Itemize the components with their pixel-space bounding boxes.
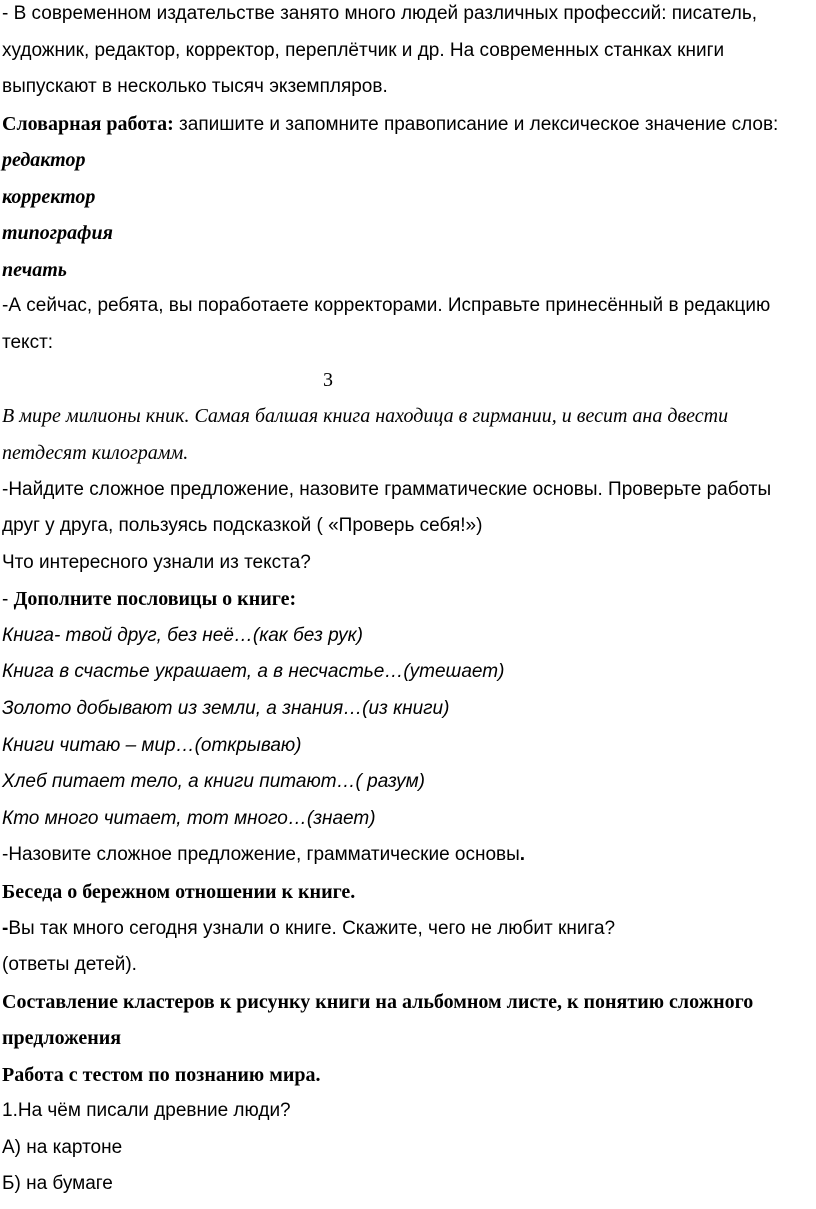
proverb-item: Кто много читает, тот много…(знает) xyxy=(2,808,376,829)
page-number: 3 xyxy=(323,369,333,391)
vocab-paragraph xyxy=(2,112,778,137)
proverbs-heading-text: Дополните пословицы о книге: xyxy=(13,588,297,610)
vocab-word: типография xyxy=(2,222,113,244)
task-line-2: друг у друга, пользуясь подсказкой ( «Проверь себя!») xyxy=(2,515,483,536)
proverbs-heading-dash: - xyxy=(2,589,14,610)
proverbs-follow-up-dot: . xyxy=(519,844,526,865)
vocab-heading: Словарная работа: xyxy=(2,113,174,135)
test-heading: Работа с тестом по познанию мира. xyxy=(2,1064,321,1086)
intro-line-3: выпускают в несколько тысяч экземпляров. xyxy=(2,76,388,97)
intro-line-1: - В современном издательстве занято много людей различных профессий: писатель, xyxy=(2,3,757,24)
intro-line-2: художник, редактор, корректор, переплётчик и др. На современных станках книги xyxy=(2,40,725,61)
proverbs-heading xyxy=(2,587,296,612)
conversation-question: Вы так много сегодня узнали о книге. Скажите, чего не любит книга? xyxy=(8,918,616,939)
proverb-item: Книги читаю – мир…(открываю) xyxy=(2,735,302,756)
test-question: 1.На чём писали древние люди? xyxy=(2,1100,291,1121)
test-option: А) на картоне xyxy=(2,1137,123,1158)
erroneous-text-line-2: петдесят килограмм. xyxy=(2,442,189,464)
test-option: Б) на бумаге xyxy=(2,1173,113,1194)
clusters-line-1: Составление кластеров к рисунку книги на альбомном листе, к понятию сложного xyxy=(2,991,754,1013)
vocab-instruction: запишите и запомните правописание и лексическое значение слов: xyxy=(173,114,779,135)
proverb-item: Книга- твой друг, без неё…(как без рук) xyxy=(2,625,363,646)
proverb-item: Книга в счастье украшает, а в несчастье…(утешает) xyxy=(2,661,505,682)
conversation-heading: Беседа о бережном отношении к книге. xyxy=(2,881,356,903)
proverbs-follow-up xyxy=(2,843,525,867)
conversation-question-line xyxy=(2,917,615,941)
proofreading-line-2: текст: xyxy=(2,332,54,353)
vocab-word: редактор xyxy=(2,149,86,171)
task-line-3: Что интересного узнали из текста? xyxy=(2,552,311,573)
proverb-item: Золото добывают из земли, а знания…(из книги) xyxy=(2,698,450,719)
proverb-item: Хлеб питает тело, а книги питают…( разум) xyxy=(2,771,425,792)
proverbs-follow-up-text: -Назовите сложное предложение, грамматические основы xyxy=(2,844,520,865)
conversation-dash: - xyxy=(2,918,9,939)
task-line-1: -Найдите сложное предложение, назовите грамматические основы. Проверьте работы xyxy=(2,479,772,500)
conversation-answers: (ответы детей). xyxy=(2,954,137,975)
proofreading-line-1: -А сейчас, ребята, вы поработаете корректорами. Исправьте принесённый в редакцию xyxy=(2,295,771,316)
clusters-line-2: предложения xyxy=(2,1027,122,1049)
vocab-word: печать xyxy=(2,259,67,281)
erroneous-text-line-1: В мире милионы кник. Самая балшая книга находица в гирмании, и весит ана двести xyxy=(2,405,729,427)
vocab-word: корректор xyxy=(2,186,96,208)
